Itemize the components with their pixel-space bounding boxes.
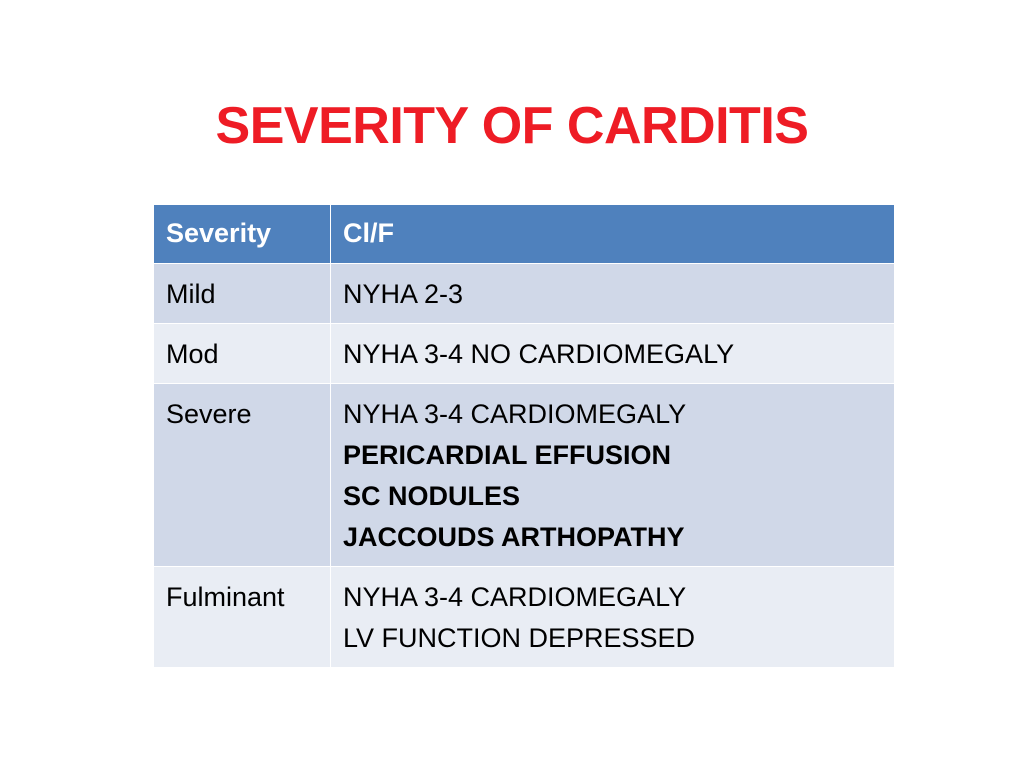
feature-line: PERICARDIAL EFFUSION (343, 440, 672, 470)
feature-line: LV FUNCTION DEPRESSED (343, 623, 696, 653)
table-row (154, 264, 895, 324)
table-row (154, 384, 895, 567)
feature-line: NYHA 3-4 CARDIOMEGALY (343, 582, 687, 612)
carditis-severity-table (153, 204, 895, 668)
feature-line: NYHA 3-4 CARDIOMEGALY (343, 399, 687, 429)
table-row (154, 324, 895, 384)
feature-line: JACCOUDS ARTHOPATHY (343, 522, 685, 552)
header-severity: Severity (154, 205, 331, 264)
slide-title: SEVERITY OF CARDITIS (215, 97, 809, 155)
table-row (154, 567, 895, 668)
feature-line: SC NODULES (343, 481, 521, 511)
clinical-features-cell (331, 264, 895, 324)
severity-cell: Fulminant (154, 567, 331, 668)
severity-cell: Mild (154, 264, 331, 324)
feature-line: NYHA 3-4 NO CARDIOMEGALY (343, 339, 735, 369)
clinical-features-cell (331, 384, 895, 567)
clinical-features-cell (331, 324, 895, 384)
severity-cell: Severe (154, 384, 331, 567)
feature-line: NYHA 2-3 (343, 279, 464, 309)
severity-cell: Mod (154, 324, 331, 384)
table-header-row (154, 205, 895, 264)
header-clf: Cl/F (331, 205, 895, 264)
clinical-features-cell (331, 567, 895, 668)
